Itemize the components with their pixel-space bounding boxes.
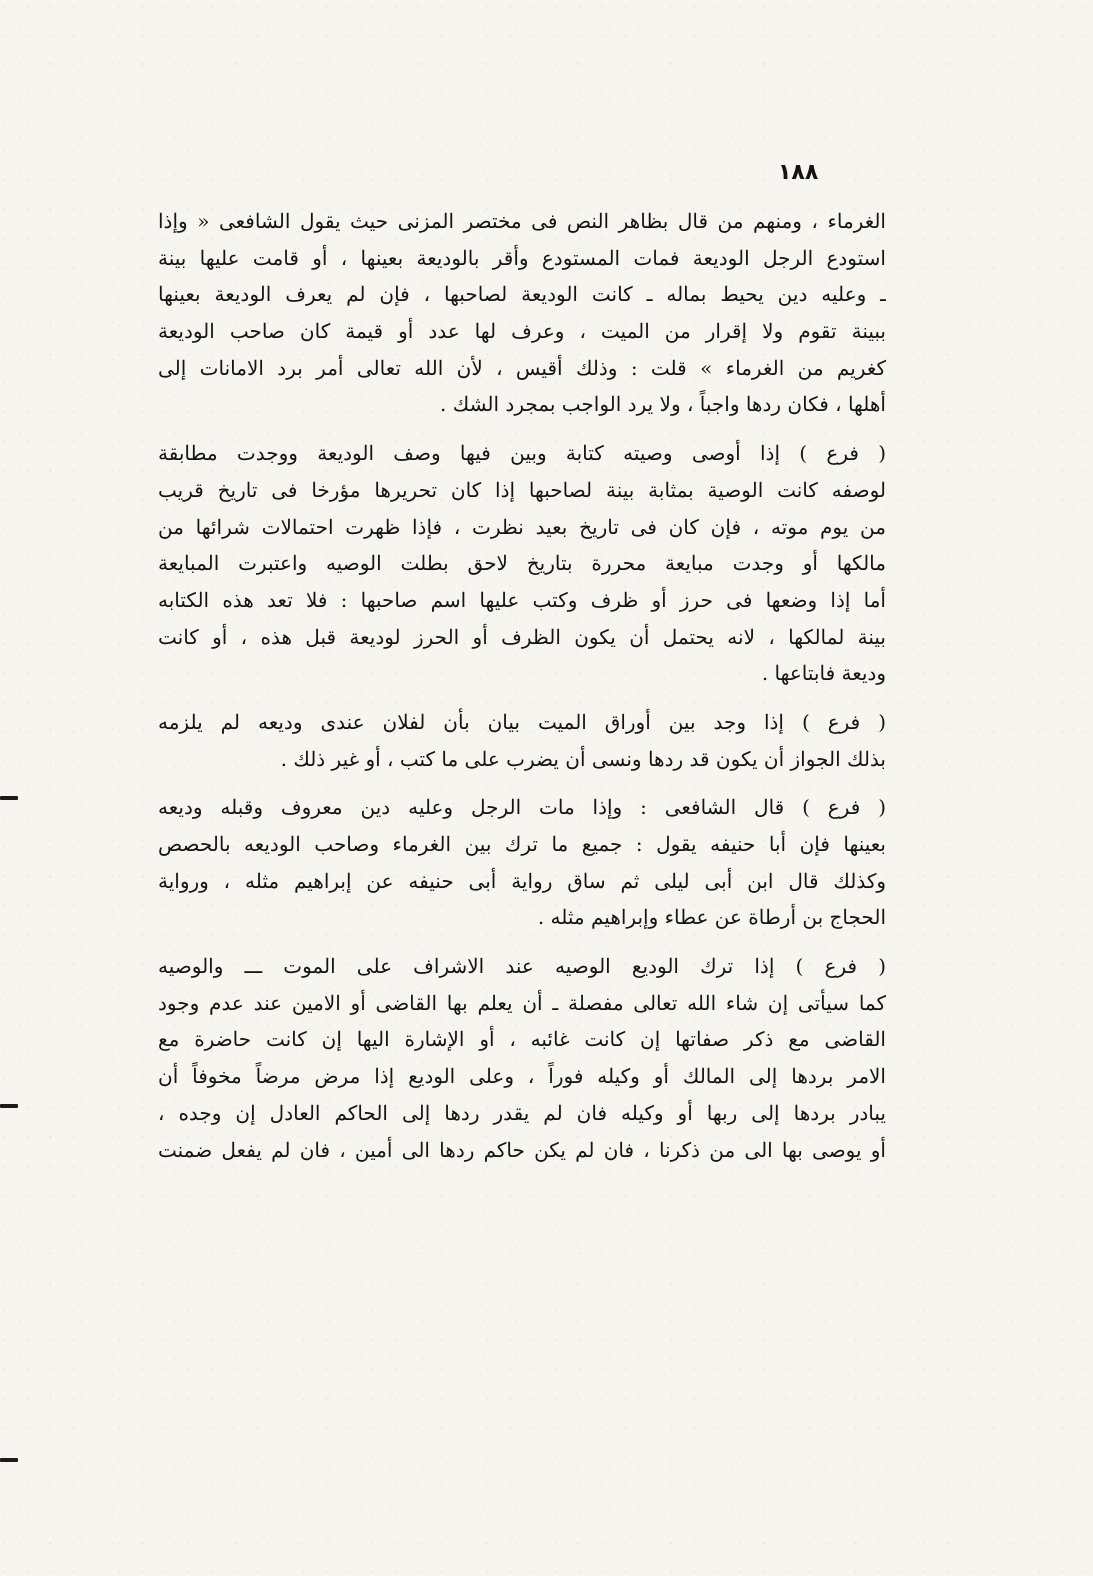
- text-line: ( فرع ) إذا وجد بين أوراق الميت بيان بأن لفلان عندى وديعه لم يلزمه: [158, 709, 886, 734]
- margin-scan-mark: [0, 1104, 18, 1108]
- text-line: ( فرع ) قال الشافعى : وإذا مات الرجل وعليه دين معروف وقبله وديعه: [158, 795, 886, 820]
- paragraph-5: [158, 948, 886, 1168]
- text-line: أما إذا وضعها فى حرز أو ظرف وكتب عليها اسم صاحبها : فلا تعد هذه الكتابه: [158, 587, 886, 612]
- text-line: ( فرع ) إذا ترك الوديع الوصيه عند الاشراف على الموت ـــ والوصيه: [158, 954, 886, 979]
- text-line: من يوم موته ، فإن كان فى تاريخ بعيد نظرت ، فإذا ظهرت احتمالات شرائها من: [158, 514, 886, 539]
- text-line: مالكها أو وجدت مبايعة محررة بتاريخ لاحق بطلت الوصيه واعتبرت المبايعة: [158, 551, 886, 576]
- text-line: وكذلك قال ابن أبى ليلى ثم ساق رواية أبى حنيفه عن إبراهيم مثله ، ورواية: [158, 868, 886, 893]
- text-line: بعينها فإن أبا حنيفه يقول : جميع ما ترك بين الغرماء وصاحب الوديعه بالحصص: [158, 832, 886, 856]
- text-line: كغريم من الغرماء » قلت : وذلك أقيس ، لأن الله تعالى أمر برد الامانات إلى: [158, 355, 886, 380]
- paragraph-3: [158, 704, 886, 777]
- text-line: استودع الرجل الوديعة فمات المستودع وأقر بالوديعة بعينها ، أو قامت عليها بينة: [158, 245, 886, 270]
- text-line: أو يوصى بها الى من ذكرنا ، فان لم يكن حاكم ردها الى أمين ، فان لم يفعل ضمنت: [158, 1137, 886, 1162]
- text-line: الغرماء ، ومنهم من قال بظاهر النص فى مختصر المزنى حيث يقول الشافعى « وإذا: [158, 209, 886, 233]
- paragraph-4: [158, 789, 886, 936]
- text-line: ـ وعليه دين يحيط بماله ـ كانت الوديعة لصاحبها ، فإن لم يعرف الوديعة بعينها: [158, 282, 886, 307]
- text-line: ( فرع ) إذا أوصى وصيته كتابة وبين فيها وصف الوديعة ووجدت مطابقة: [158, 441, 886, 466]
- margin-scan-mark: [0, 1458, 18, 1462]
- paragraph-gap: [158, 777, 886, 789]
- text-line: وديعة فابتاعها .: [761, 661, 886, 686]
- text-line: يبادر بردها إلى ربها أو وكيله فان لم يقدر ردها إلى الحاكم العادل إن وجده ،: [158, 1100, 886, 1125]
- text-line: كما سيأتى إن شاء الله تعالى مفصلة ـ أن يعلم بها القاضى أو الامين عند عدم وجود: [158, 990, 886, 1015]
- margin-scan-mark: [0, 796, 18, 800]
- text-line: الامر بردها إلى المالك أو وكيله فوراً ، وعلى الوديع إذا مرض مرضاً مخوفاً أن: [158, 1064, 886, 1089]
- text-line: القاضى مع ذكر صفاتها إن كانت غائبه ، أو الإشارة اليها إن كانت حاضرة مع: [158, 1027, 886, 1052]
- text-line: أهلها ، فكان ردها واجباً ، ولا يرد الواجب بمجرد الشك .: [440, 392, 886, 417]
- paragraph-gap: [158, 692, 886, 704]
- text-line: الحجاج بن أرطاة عن عطاء وإبراهيم مثله .: [537, 905, 886, 930]
- paragraph-1: [158, 203, 886, 423]
- paragraph-gap: [158, 936, 886, 948]
- paragraph-2: [158, 435, 886, 692]
- text-line: بينة لمالكها ، لانه يحتمل أن يكون الظرف أو الحرز لوديعة قبل هذه ، أو كانت: [158, 624, 886, 649]
- text-line: ببينة تقوم ولا إقرار من الميت ، وعرف لها عدد أو قيمة كان صاحب الوديعة: [158, 319, 886, 344]
- page-number: ١٨٨: [778, 160, 819, 185]
- paragraph-gap: [158, 423, 886, 435]
- text-line: لوصفه كانت الوصية بمثابة بينة لصاحبها إذا كان تحريرها مؤرخا فى تاريخ قريب: [158, 477, 886, 502]
- text-line: بذلك الجواز أن يكون قد ردها ونسى أن يضرب على ما كتب ، أو غير ذلك .: [280, 746, 886, 771]
- main-text: [158, 203, 886, 1168]
